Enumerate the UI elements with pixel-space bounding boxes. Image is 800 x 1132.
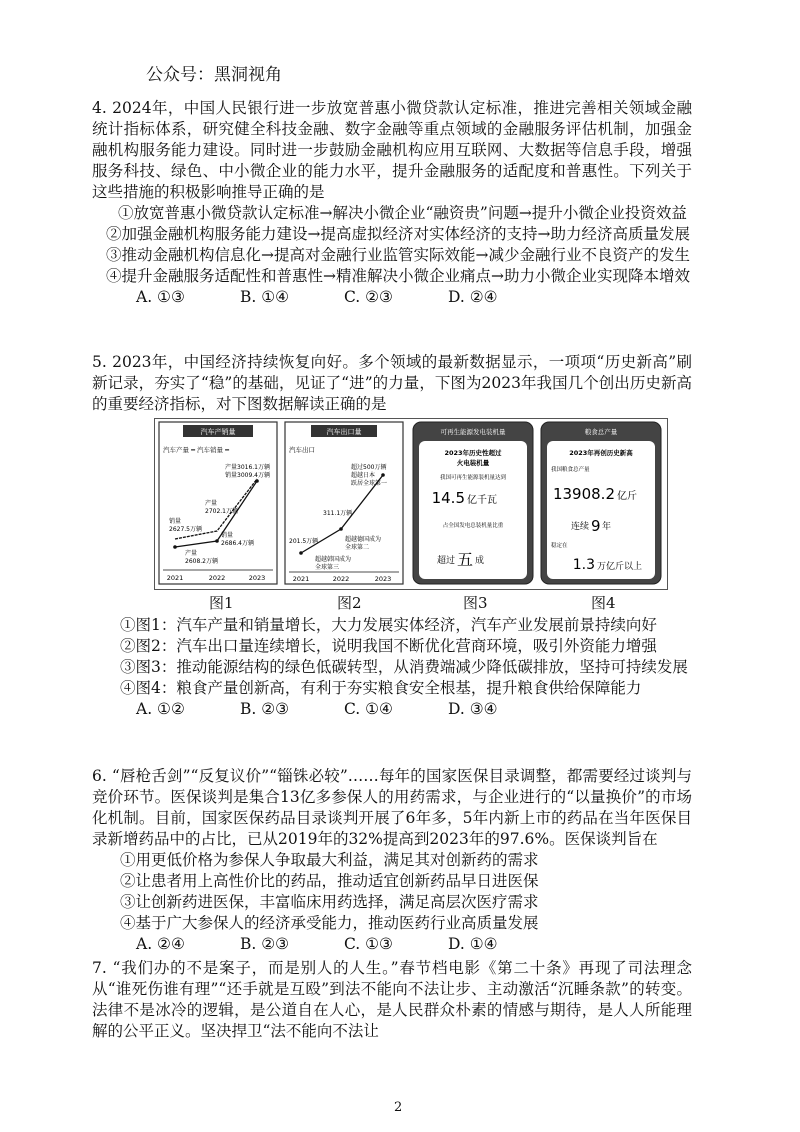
q5-choice-c: C. ①④ — [344, 700, 393, 718]
fig2-year-2: 2022 — [332, 575, 350, 583]
fig2-year-3: 2023 — [374, 575, 392, 583]
fig3-line-1: 2023年历史性超过 — [444, 449, 502, 457]
fig1-legend: 汽车产量 ━ 汽车销量 ━ — [163, 446, 230, 454]
fig1-label-3: 产量 — [205, 500, 218, 507]
fig3-line-3: 我国可再生能源装机量达到 — [439, 475, 507, 481]
q5-option-1: ①图1：汽车产量和销量增长，大力发展实体经济，汽车产业发展前景持续向好 — [120, 616, 657, 634]
q4-option-4: ④提升金融服务适配性和普惠性→精准解决小微企业痛点→助力小微企业实现降本增效 — [106, 267, 690, 285]
fig2-label-1: 超过500万辆 — [351, 464, 387, 471]
fig2-label-2: 超越日本 — [351, 472, 376, 479]
figure-svg — [155, 419, 667, 589]
fig1-label-8: 2686.4万辆 — [221, 540, 254, 547]
fig1-title: 汽车产销量 — [200, 428, 236, 436]
question-7 — [92, 958, 692, 1042]
fig4-line-3b: 9 — [591, 517, 601, 535]
fig2-label-8: 超越韩国成为 — [315, 556, 352, 563]
figure-panel — [154, 418, 668, 590]
fig3-unit: 亿千瓦 — [467, 495, 497, 506]
fig2-label-4: 311.1万辆 — [323, 510, 353, 517]
page-number: 2 — [394, 1100, 403, 1115]
fig1-label-6: 2627.5万辆 — [169, 526, 202, 533]
fig3-value: 14.5 — [431, 489, 465, 507]
fig3-line-4: 占全国发电总装机量比重 — [442, 523, 504, 529]
q5-choices — [92, 699, 692, 720]
fig4-line-3a: 连续 — [570, 522, 589, 532]
q5-stem: 5. 2023年，中国经济持续恢复向好。多个领域的最新数据显示，一项项“历史新高”刷新记录，夯实了“稳”的基础，见证了“进”的力量，下图为2023年我国几个创出历史新高的重要经济指标，对下图数据解读正确的是 — [92, 353, 692, 413]
q4-option-1: ①放宽普惠小微贷款认定标准→解决小微企业“融资贵”问题→提升小微企业投资效益 — [118, 204, 687, 222]
q5-option-2: ②图2：汽车出口量连续增长，说明我国不断优化营商环境，吸引外资能力增强 — [120, 637, 657, 655]
q5-choice-b: B. ②③ — [240, 700, 290, 718]
fig3-line-2: 火电装机量 — [456, 459, 490, 467]
q6-option-4: ④基于广大参保人的经济承受能力，推动医药行业高质量发展 — [120, 914, 539, 932]
q4-choice-b: B. ①④ — [240, 288, 290, 306]
q6-choice-c: C. ①③ — [344, 935, 393, 953]
fig1-label-1: 产量3016.1万辆 — [225, 464, 270, 471]
q6-choice-a: A. ②④ — [136, 935, 185, 953]
q6-option-3: ③让创新药进医保，丰富临床用药选择，满足高层次医疗需求 — [120, 893, 539, 911]
fig4-line-3c: 年 — [602, 522, 612, 532]
caption-fig2: 图2 — [337, 594, 362, 612]
fig3-title: 可再生能源发电装机量 — [440, 428, 506, 436]
fig4-unit: 亿斤 — [617, 491, 637, 502]
question-5 — [92, 352, 692, 415]
fig1-year-2: 2022 — [208, 574, 226, 582]
caption-fig1: 图1 — [209, 594, 234, 612]
fig1-label-4: 2702.1万辆 — [205, 508, 238, 515]
figure-4 — [541, 422, 661, 584]
q4-choice-a: A. ①③ — [136, 288, 185, 306]
figure-3 — [413, 422, 533, 584]
q7-stem: 7. “我们办的不是案子，而是别人的人生。”春节档电影《第二十条》再现了司法理念从“谁死伤谁有理”“还手就是互殴”到法不能向不法让步、主动激活“沉睡条款”的转变。法律不是冰冷的逻辑，是公道自在人心，是人民群众朴素的情感与期待，是人人所能理解的公平正义。坚决捍卫“法不能向不法让 — [92, 959, 692, 1040]
q6-stem: 6. “唇枪舌剑”“反复议价”“锱铢必较”……每年的国家医保目录调整，都需要经过谈判与竞价环节。医保谈判是集合13亿多参保人的用药需求，与企业进行的“以量换价”的市场化机制。目前，国家医保药品目录谈判开展了6年多，5年内新上市的药品在当年医保目录新增药品中的占比，已从2019年的32%提高到2023年的97.6%。医保谈判旨在 — [92, 767, 692, 848]
q6-choice-d: D. ①④ — [448, 935, 498, 953]
question-6 — [92, 766, 692, 955]
caption-fig3: 图3 — [463, 594, 488, 612]
fig2-label-3: 跃居全球第一 — [351, 480, 388, 487]
q6-choice-b: B. ②③ — [240, 935, 290, 953]
header-watermark: 公众号：黑洞视角 — [146, 65, 282, 85]
q5-choice-a: A. ①② — [136, 700, 185, 718]
fig1-label-10: 2608.2万辆 — [185, 558, 218, 565]
q6-option-1: ①用更低价格为参保人争取最大利益，满足其对创新药的需求 — [120, 851, 539, 869]
fig4-value: 13908.2 — [552, 485, 615, 503]
fig4-line-4: 稳定在 — [551, 543, 568, 549]
q5-option-3: ③图3：推动能源结构的绿色低碳转型，从消费端减少降低碳排放，坚持可持续发展 — [120, 658, 688, 676]
caption-fig4: 图4 — [591, 594, 616, 612]
q6-option-2: ②让患者用上高性价比的药品，推动适宜创新药品早日进医保 — [120, 872, 539, 890]
fig1-label-5: 销量 — [169, 518, 182, 525]
q4-option-2: ②加强金融机构服务能力建设→提高虚拟经济对实体经济的支持→助力经济高质量发展 — [106, 225, 690, 243]
fig2-label-7: 201.5万辆 — [289, 538, 319, 545]
fig4-title: 粮食总产量 — [584, 428, 618, 436]
fig2-label-9: 全球第三 — [315, 564, 340, 571]
figure-2 — [285, 422, 403, 584]
q5-option-4: ④图4：粮食产量创新高，有利于夯实粮食安全根基，提升粮食供给保障能力 — [120, 679, 642, 697]
fig3-line-5c: 成 — [475, 556, 485, 566]
fig1-label-7: 销量 — [221, 532, 234, 539]
fig2-label-5: 超越德国成为 — [345, 536, 382, 543]
fig4-line-2: 我国粮食总产量 — [551, 467, 590, 473]
question-4 — [92, 98, 692, 308]
fig4-value-2: 1.3 — [572, 557, 595, 573]
q5-choice-d: D. ③④ — [448, 700, 498, 718]
q4-stem: 4. 2024年，中国人民银行进一步放宽普惠小微贷款认定标准，推进完善相关领域金融统计指标体系，研究健全科技金融、数字金融等重点领域的金融服务评估机制，加强金融机构服务能力建设。同时进一步鼓励金融机构应用互联网、大数据等信息手段，增强服务科技、绿色、中小微企业的能力水平，提升金融服务的适配度和普惠性。下列关于这些措施的积极影响推导正确的是 — [92, 99, 692, 201]
fig1-label-9: 产量 — [185, 550, 198, 557]
fig2-axis: 汽车出口 — [289, 446, 315, 454]
fig3-line-5b: 五 — [457, 550, 474, 569]
q6-choices — [92, 934, 692, 955]
fig1-label-2: 销量3009.4万辆 — [225, 472, 270, 479]
q4-choice-d: D. ②④ — [448, 288, 498, 306]
question-5-options — [92, 615, 692, 720]
fig1-year-3: 2023 — [248, 574, 266, 582]
q4-choices — [92, 287, 692, 308]
figure-1 — [159, 422, 277, 584]
fig3-line-5a: 超过 — [436, 556, 455, 566]
fig4-line-1: 2023年再创历史新高 — [569, 449, 633, 457]
fig4-unit-2: 万亿斤以上 — [597, 562, 643, 572]
fig1-year-1: 2021 — [166, 574, 184, 582]
fig2-title: 汽车出口量 — [326, 428, 362, 436]
q4-option-3: ③推动金融机构信息化→提高对金融行业监管实际效能→减少金融行业不良资产的发生 — [106, 246, 690, 264]
fig2-label-6: 全球第二 — [345, 544, 370, 551]
q4-choice-c: C. ②③ — [344, 288, 393, 306]
fig2-year-1: 2021 — [292, 575, 310, 583]
